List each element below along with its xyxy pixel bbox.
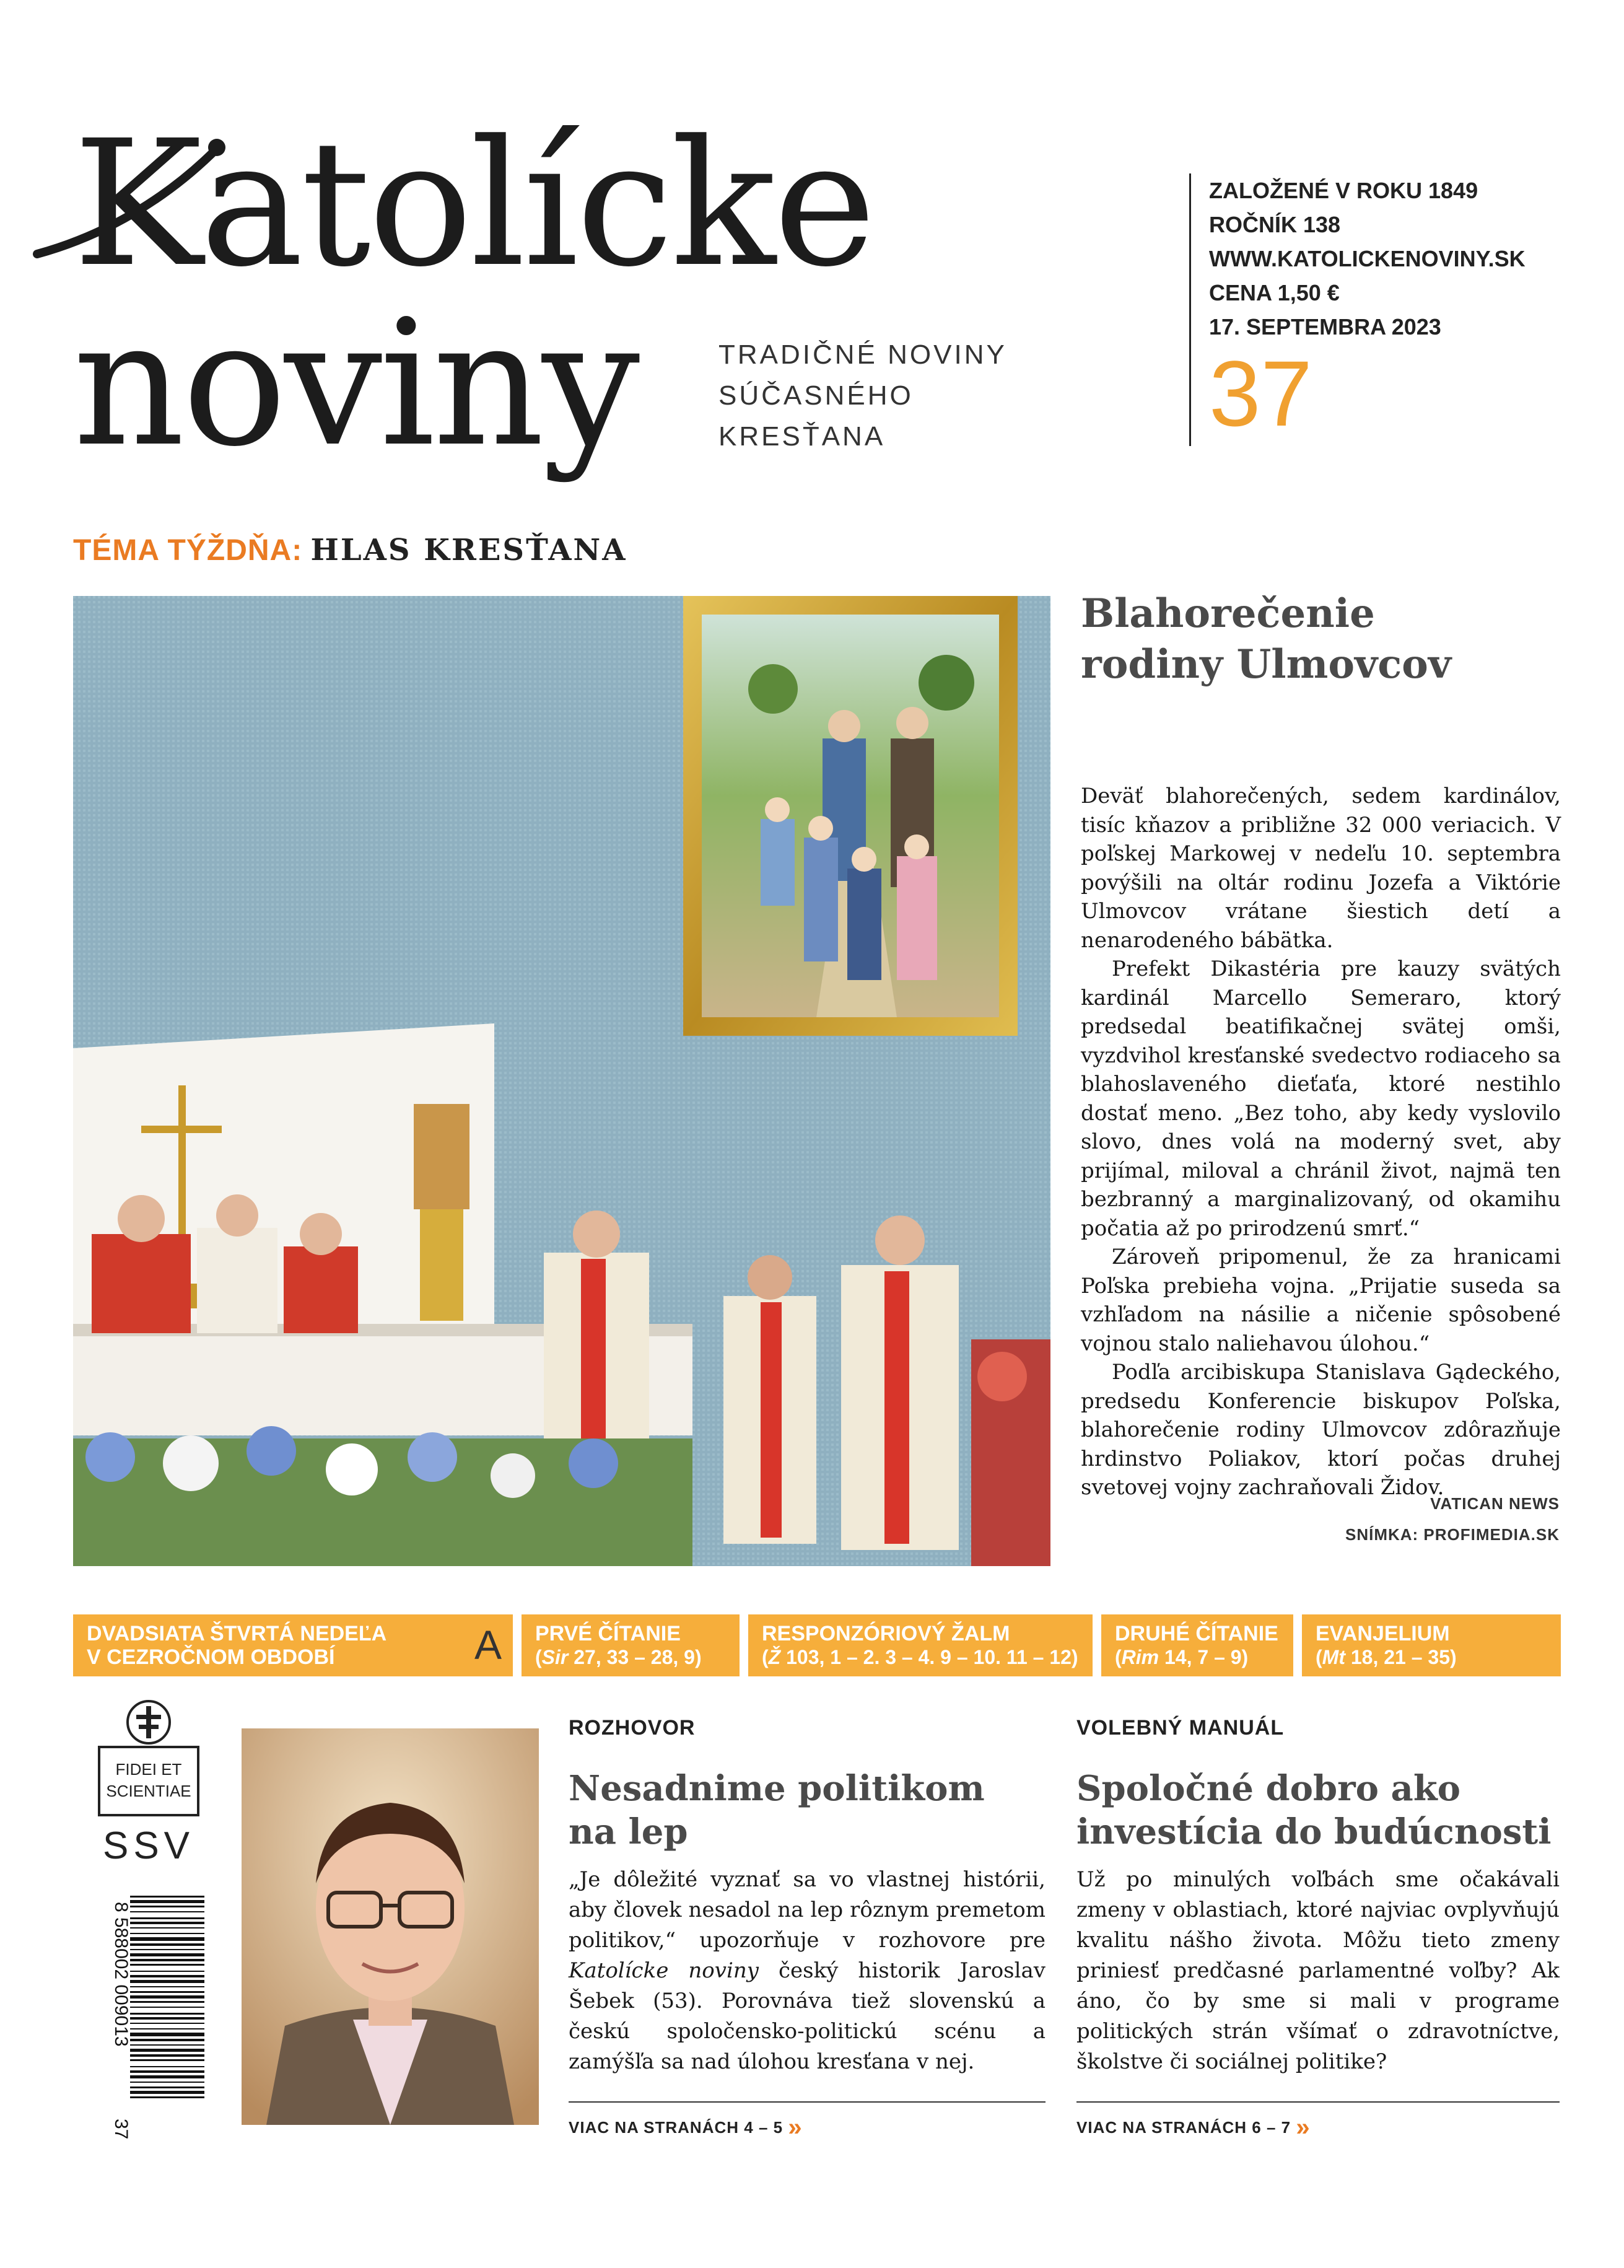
reading-label: PRVÉ ČÍTANIE <box>535 1622 681 1645</box>
barcode-bar <box>130 1917 204 1919</box>
barcode-bar <box>130 1971 204 1972</box>
main-article-body <box>1081 782 1561 1502</box>
barcode-bar <box>130 1975 204 1977</box>
reading-label: DRUHÉ ČÍTANIE <box>1115 1622 1278 1645</box>
liturgy-psalm[interactable]: RESPONZÓRIOVÝ ŽALM (Ž 103, 1 – 2. 3 – 4. 9 – 10. 11 – 12) <box>748 1614 1093 1676</box>
reading-label: EVANJELIUM <box>1316 1622 1450 1645</box>
article-source: VATICAN NEWS <box>1430 1494 1560 1513</box>
election-rule <box>1076 2101 1560 2103</box>
logo-motto-line: SCIENTIAE <box>106 1782 191 1800</box>
info-divider <box>1189 173 1191 446</box>
interview-label: ROZHOVOR <box>569 1716 696 1740</box>
barcode-bar <box>130 2023 204 2024</box>
interview-body <box>569 1865 1046 2077</box>
barcode-bar <box>130 2028 204 2029</box>
issue-info <box>1209 173 1526 344</box>
barcode-bar <box>130 1911 204 1912</box>
masthead-tagline <box>718 335 1041 457</box>
reading-label: RESPONZÓRIOVÝ ŽALM <box>762 1622 1010 1645</box>
barcode-bar <box>130 1927 204 1929</box>
price-text: CENA 1,50 € <box>1209 280 1340 305</box>
interview-portrait[interactable] <box>242 1728 539 2125</box>
body-text: český historik Jaroslav Šebek (53). Porovnáva tiež slovenskú a českú spoločensko-politickú scénu a zamýšľa sa nad úlohou kresťana v nej. <box>569 1958 1046 2074</box>
reading-ref: 103, 1 – 2. 3 – 4. 9 – 10. 11 – 12 <box>786 1646 1072 1668</box>
article-paragraph: Podľa arcibiskupa Stanislava Gądeckého, predsedu Konferencie biskupov Poľska, blahorečenie rodiny Ulmovcov zdôrazňuje hrdinstvo Poliakov, ktorí počas druhej svetovej vojny zachraňovali Židov. <box>1081 1360 1561 1500</box>
more-text: VIAC NA STRANÁCH 4 – 5 <box>569 2118 784 2137</box>
reading-book: Sir <box>541 1646 569 1668</box>
reading-book: Mt <box>1322 1646 1345 1668</box>
election-more-link[interactable] <box>1076 2114 1311 2142</box>
barcode-bar <box>130 1922 204 1924</box>
title-line: Blahorečenie <box>1081 590 1375 637</box>
barcode-bar <box>130 1896 204 1898</box>
main-photo[interactable] <box>73 596 1050 1566</box>
barcode-bar <box>130 2017 204 2020</box>
interview-rule <box>569 2101 1046 2103</box>
masthead-title-line1: Katolícke <box>73 103 874 305</box>
barcode-bar <box>130 1900 204 1903</box>
sunday-line: DVADSIATA ŠTVRTÁ NEDEĽA <box>87 1622 387 1645</box>
barcode-digits: 8 588002 009013 <box>111 1902 131 2047</box>
barcode-bar <box>130 2054 204 2057</box>
barcode-bar <box>130 1937 204 1941</box>
body-text: „Je dôležité vyznať sa vo vlastnej histórii, aby človek nesadol na lep rôznym premetom politikov,“ upozorňuje v rozhovore pre <box>569 1867 1046 1953</box>
barcode-bar <box>130 1980 204 1983</box>
reading-ref: 18, 21 – 35 <box>1350 1646 1450 1668</box>
barcode-bar <box>130 2033 204 2036</box>
founded-text: ZALOŽENÉ V ROKU 1849 <box>1209 178 1478 203</box>
liturgy-second-reading[interactable]: DRUHÉ ČÍTANIE (Rim 14, 7 – 9) <box>1101 1614 1293 1676</box>
barcode-bar <box>130 2013 204 2015</box>
barcode-bar <box>130 2039 204 2041</box>
issue-number: 37 <box>1209 341 1312 445</box>
logo-motto-line: FIDEI ET <box>115 1760 182 1779</box>
barcode-bar <box>130 2082 204 2083</box>
website-link[interactable]: WWW.KATOLICKENOVINY.SK <box>1209 246 1526 271</box>
barcode-bar <box>130 1953 204 1956</box>
barcode-bar <box>130 1964 204 1966</box>
masthead-title-line2: noviny <box>73 283 638 485</box>
sunday-line: V CEZROČNOM OBDOBÍ <box>87 1645 335 1669</box>
more-text: VIAC NA STRANÁCH 6 – 7 <box>1076 2118 1291 2137</box>
barcode-bar <box>130 2066 204 2067</box>
barcode-bar <box>130 2007 204 2008</box>
barcode-bar <box>130 2091 204 2094</box>
barcode-bar <box>130 1943 204 1946</box>
barcode-bar <box>130 2070 204 2073</box>
main-article-title[interactable] <box>1081 589 1589 690</box>
article-paragraph: Deväť blahorečených, sedem kardinálov, tisíc kňazov a približne 32 000 veriacich. V poľskej Markowej v nedeľu 10. septembra povýšili na oltár rodinu Jozefa a Viktórie Ulmovcov vrátane šiestich detí a nenarodeného bábätka. <box>1081 784 1561 953</box>
logo-letters: SSV <box>102 1824 195 1867</box>
article-paragraph: Prefekt Dikastéria pre kauzy svätých kardinál Marcello Semeraro, ktorý predsedal beatifikačnej svätej omši, vyzdvihol kresťanské svedectvo rodiaceho sa blahoslaveného dieťaťa, ktoré nestihlo dostať meno. „Bez toho, aby kedy vyslovilo slovo, dnes volá na moderný svet, aby prijímal, miloval a chránil život, najmä ten bezbranný a marginalizovaný, od okamihu počatia až po prirodzenú smrť.“ <box>1081 957 1561 1241</box>
barcode-bar <box>130 2059 204 2061</box>
reading-book: Ž <box>768 1646 781 1668</box>
tagline-line: SÚČASNÉHO <box>718 380 914 411</box>
barcode-bar <box>130 2044 204 2046</box>
title-line: na lep <box>569 1811 688 1852</box>
barcode-bar <box>130 1906 204 1907</box>
title-line: Nesadnime politikom <box>569 1768 985 1809</box>
tagline-line: KRESŤANA <box>718 421 886 452</box>
article-paragraph: Zároveň pripomenul, že za hranicami Poľska prebieha vojna. „Prijatie suseda sa vzhľadom na násilie a ničenie spôsobené vojnou stalo naliehavou úlohou.“ <box>1081 1245 1561 1356</box>
election-label: VOLEBNÝ MANUÁL <box>1076 1716 1285 1740</box>
chevron-double-right-icon: » <box>1296 2114 1311 2141</box>
interview-more-link[interactable] <box>569 2114 803 2142</box>
chevron-double-right-icon: » <box>788 2114 803 2141</box>
reading-ref: 27, 33 – 28, 9 <box>574 1646 695 1668</box>
title-line: rodiny Ulmovcov <box>1081 641 1452 688</box>
barcode-bar <box>130 1959 204 1961</box>
barcode-bar <box>130 2075 204 2078</box>
theme-of-week <box>73 533 627 567</box>
theme-label: TÉMA TÝŽDŇA: <box>73 534 303 567</box>
barcode-bar <box>130 1991 204 1993</box>
barcode-bar <box>130 1949 204 1950</box>
publisher-logo <box>93 1697 204 1877</box>
barcode-bar <box>130 1995 204 1999</box>
theme-value: HLAS KRESŤANA <box>310 533 627 567</box>
body-italic: Katolícke noviny <box>569 1958 759 1983</box>
barcode-bar <box>130 2001 204 2003</box>
interview-title[interactable] <box>569 1767 1039 1854</box>
reading-book: Rim <box>1121 1646 1159 1668</box>
photo-credit: SNÍMKA: PROFIMEDIA.SK <box>1345 1525 1560 1544</box>
election-title[interactable] <box>1076 1767 1572 1854</box>
reading-ref: 14, 7 – 9 <box>1164 1646 1242 1668</box>
liturgical-cycle: A <box>474 1622 502 1668</box>
barcode-addon: 37 <box>111 2119 131 2140</box>
title-line: Spoločné dobro ako <box>1076 1768 1460 1809</box>
barcode-bar <box>130 2096 204 2098</box>
barcode <box>93 1896 211 2156</box>
election-body: Už po minulých voľbách sme očakávali zmeny v oblastiach, ktoré najviac ovplyvňujú kvalitu nášho života. Môžu tieto zmeny priniesť predčasné parlamentné voľby? Ak áno, čo by sme si mali v programe politických strán všímať o zdravotníctve, školstve či sociálnej politike? <box>1076 1867 1560 2074</box>
barcode-bar <box>130 2049 204 2052</box>
barcode-bar <box>130 2086 204 2088</box>
liturgy-sunday <box>73 1614 513 1676</box>
volume-text: ROČNÍK 138 <box>1209 212 1341 237</box>
barcode-bar <box>130 1986 204 1987</box>
liturgy-first-reading[interactable]: PRVÉ ČÍTANIE (Sir 27, 33 – 28, 9) <box>522 1614 740 1676</box>
title-line: investícia do budúcnosti <box>1076 1811 1552 1852</box>
barcode-bar <box>130 1933 204 1934</box>
date-text: 17. SEPTEMBRA 2023 <box>1209 314 1441 339</box>
liturgy-gospel[interactable]: EVANJELIUM (Mt 18, 21 – 35) <box>1302 1614 1561 1676</box>
tagline-line: TRADIČNÉ NOVINY <box>718 339 1007 370</box>
